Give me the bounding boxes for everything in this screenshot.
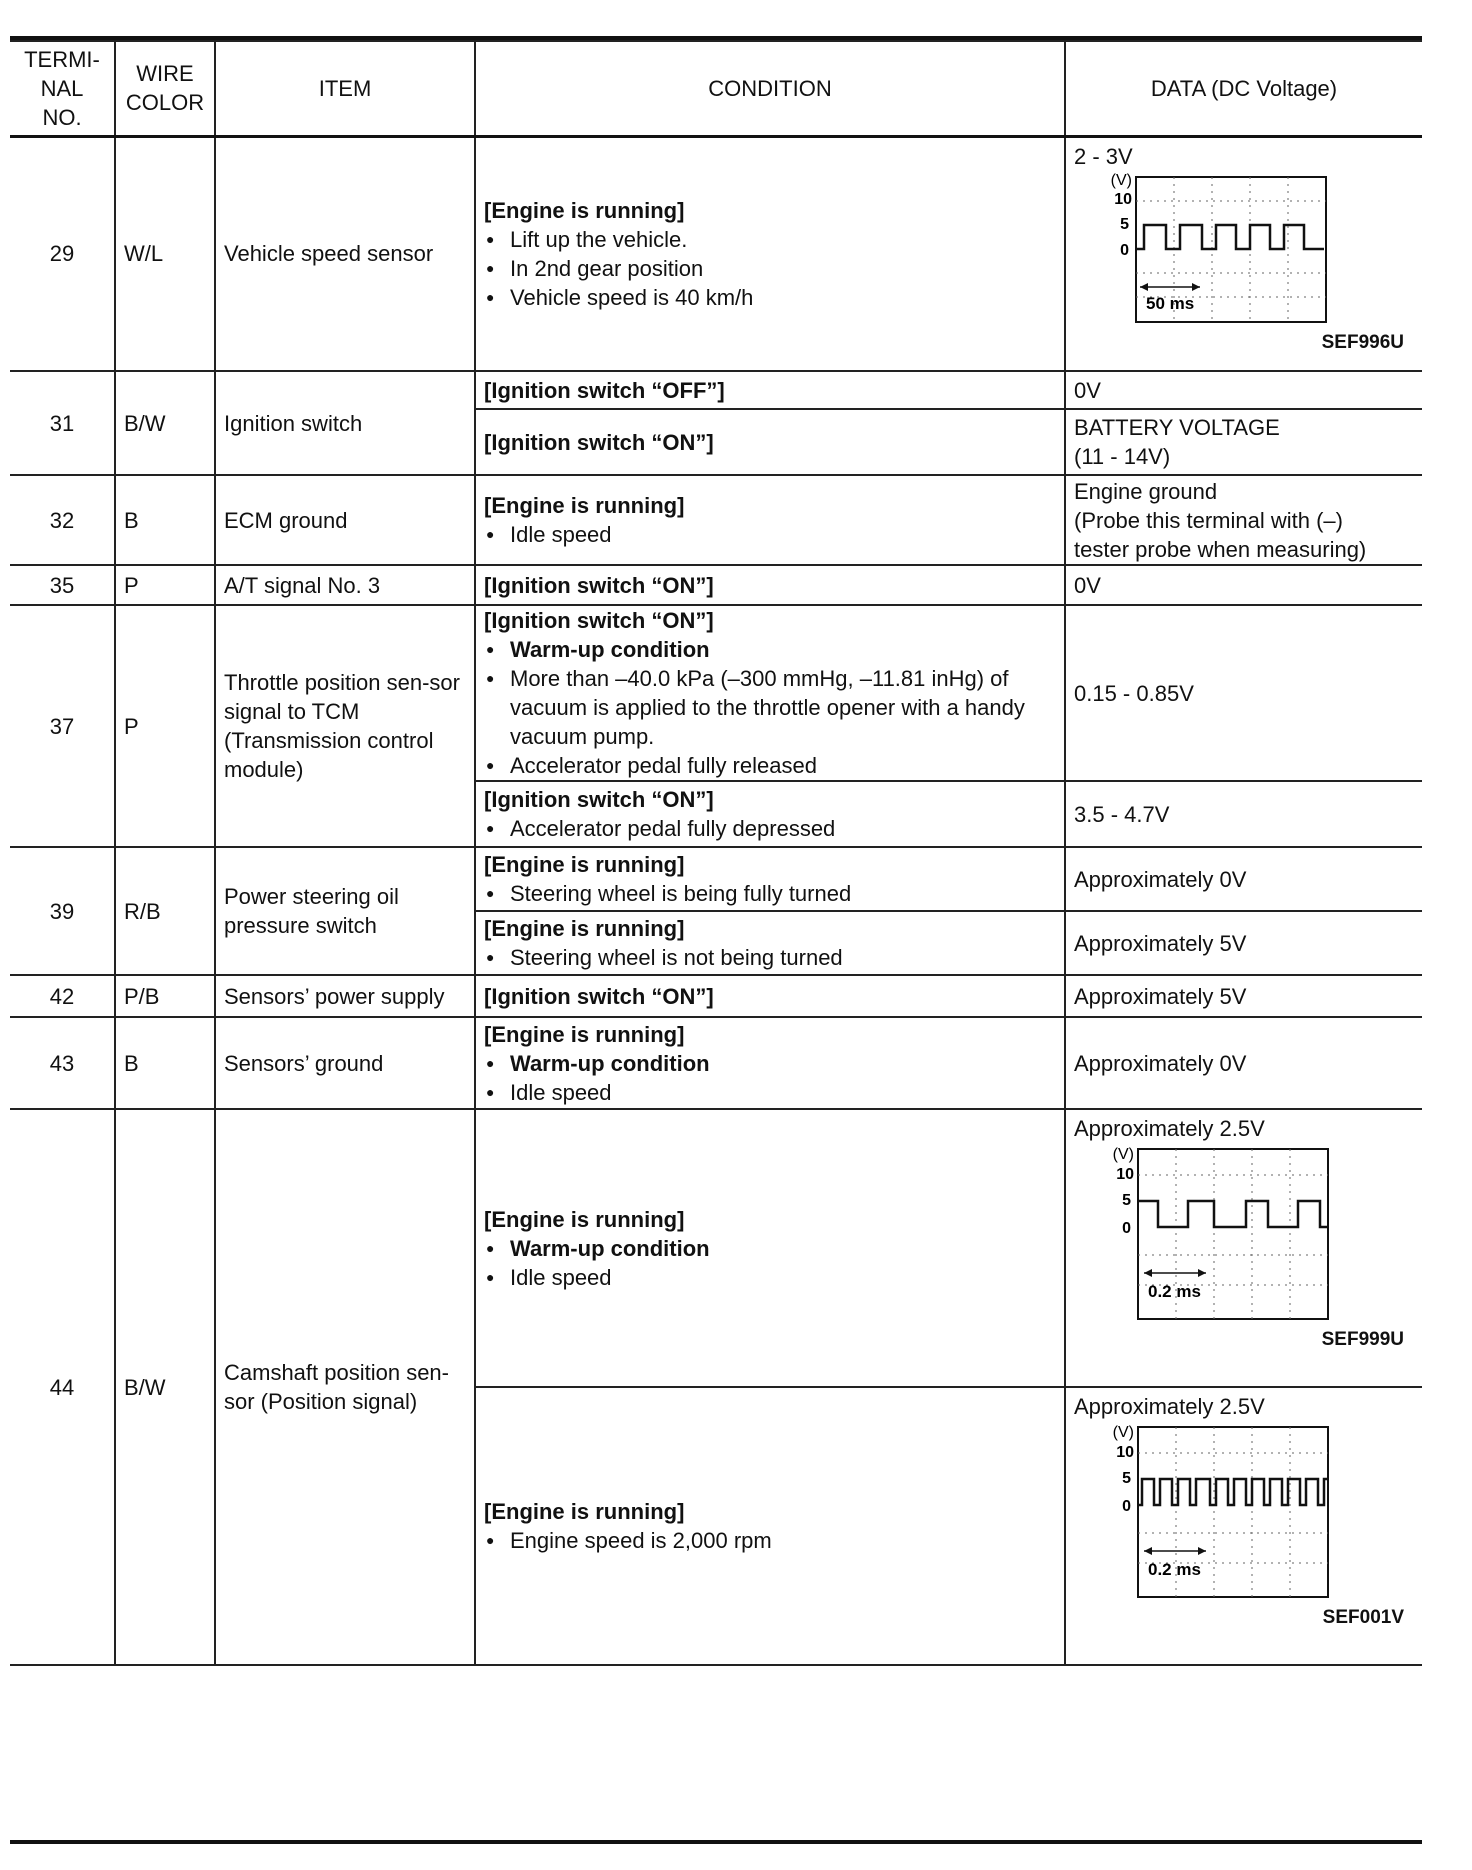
wire-color: P <box>115 605 215 847</box>
item: A/T signal No. 3 <box>215 565 475 605</box>
condition-bullet: ● Idle speed <box>484 1078 1056 1107</box>
square-wave <box>1136 225 1324 249</box>
condition-heading: [Engine is running] <box>484 197 685 223</box>
table-row <box>10 1017 1422 1109</box>
wire-color: R/B <box>115 847 215 975</box>
header-condition: CONDITION <box>475 41 1065 136</box>
table-row <box>10 975 1422 1017</box>
condition-bullet: ● Warm-up condition <box>484 1234 1056 1263</box>
condition-heading: [Engine is running] <box>484 852 685 877</box>
scope-y10: 10 <box>1116 1444 1134 1461</box>
scope-unit: (V) <box>1112 1146 1134 1163</box>
oscilloscope-waveform <box>1074 173 1354 328</box>
data-value: Approximately 0V <box>1065 847 1422 911</box>
condition-heading: [Engine is running] <box>484 493 685 518</box>
scope-y5: 5 <box>1122 1470 1131 1487</box>
terminal-number: 32 <box>10 475 115 565</box>
condition-heading: [Engine is running] <box>484 916 685 941</box>
scope-y10: 10 <box>1114 190 1132 208</box>
figure-code: SEF001V <box>1322 1607 1404 1628</box>
scope-y0: 0 <box>1122 1220 1131 1237</box>
table-row <box>10 371 1422 409</box>
figure-code: SEF996U <box>1321 331 1404 353</box>
item: Sensors’ ground <box>215 1017 475 1109</box>
scope-unit: (V) <box>1112 1424 1134 1441</box>
data-value: Approximately 5V <box>1065 911 1422 975</box>
scope-y10: 10 <box>1116 1166 1134 1183</box>
wire-color: P/B <box>115 975 215 1017</box>
wire-color: B/W <box>115 1109 215 1665</box>
scope-y0: 0 <box>1120 241 1129 259</box>
data-value: tester probe when measuring) <box>1074 536 1367 562</box>
wire-color: P <box>115 565 215 605</box>
condition <box>475 1387 1065 1665</box>
item: Power steering oil pressure switch <box>215 847 475 975</box>
scope-y5: 5 <box>1122 1192 1131 1209</box>
terminal-number: 37 <box>10 605 115 847</box>
terminal-number: 39 <box>10 847 115 975</box>
data-cell <box>1065 1387 1422 1665</box>
condition-heading: [Ignition switch “ON”] <box>484 608 714 633</box>
condition: [Ignition switch “OFF”] <box>475 371 1065 409</box>
header-row <box>10 41 1422 136</box>
data-value: Approximately 0V <box>1065 1017 1422 1109</box>
terminal-number: 31 <box>10 371 115 475</box>
condition <box>475 136 1065 371</box>
square-wave <box>1138 1479 1328 1505</box>
item: ECM ground <box>215 475 475 565</box>
scope-y0: 0 <box>1122 1498 1131 1515</box>
item: Throttle position sen-sor signal to TCM (Transmission control module) <box>215 605 475 847</box>
condition <box>475 781 1065 847</box>
condition <box>475 475 1065 565</box>
terminal-number: 44 <box>10 1109 115 1665</box>
condition: [Ignition switch “ON”] <box>475 565 1065 605</box>
condition-bullet: ● Accelerator pedal fully released <box>484 751 1056 780</box>
data-cell <box>1065 1109 1422 1387</box>
condition <box>475 847 1065 911</box>
data-value: Approximately 2.5V <box>1074 1394 1265 1419</box>
data-cell <box>1065 409 1422 475</box>
terminal-number: 35 <box>10 565 115 605</box>
terminal-number: 43 <box>10 1017 115 1109</box>
data-value: BATTERY VOLTAGE <box>1074 415 1280 440</box>
data-value: 0V <box>1065 371 1422 409</box>
condition <box>475 1017 1065 1109</box>
bottom-rule <box>10 1840 1422 1844</box>
data-value: Approximately 2.5V <box>1074 1116 1265 1141</box>
table-row <box>10 1109 1422 1387</box>
condition <box>475 911 1065 975</box>
header-wire-color: WIRE COLOR <box>115 41 215 136</box>
scope-y5: 5 <box>1120 215 1129 233</box>
data-value: (11 - 14V) <box>1074 444 1171 469</box>
data-cell <box>1065 136 1422 371</box>
oscilloscope-waveform <box>1074 1145 1354 1325</box>
condition-bullet: ● Idle speed <box>484 1263 1056 1292</box>
figure-code: SEF999U <box>1321 1329 1404 1350</box>
condition-heading: [Ignition switch “ON”] <box>484 787 714 812</box>
square-wave <box>1138 1201 1328 1227</box>
data-value: 0.15 - 0.85V <box>1065 605 1422 781</box>
condition-bullet: ● Accelerator pedal fully depressed <box>484 814 1056 843</box>
data-value: 3.5 - 4.7V <box>1065 781 1422 847</box>
condition <box>475 605 1065 781</box>
condition-bullet: ● Warm-up condition <box>484 635 1056 664</box>
data-value: (Probe this terminal with (–) <box>1074 507 1343 533</box>
ecm-terminal-table <box>10 40 1422 1666</box>
wire-color: B <box>115 475 215 565</box>
wire-color: W/L <box>115 136 215 371</box>
table-row <box>10 605 1422 781</box>
item: Camshaft position sen-sor (Position signal) <box>215 1109 475 1665</box>
wire-color: B <box>115 1017 215 1109</box>
data-cell <box>1065 475 1422 565</box>
data-value: Engine ground <box>1074 478 1218 504</box>
condition-bullet: ● Engine speed is 2,000 rpm <box>484 1526 1056 1555</box>
table-row <box>10 565 1422 605</box>
table-row <box>10 475 1422 565</box>
header-terminal: TERMI-NAL NO. <box>10 41 115 136</box>
oscilloscope-waveform <box>1074 1423 1354 1603</box>
wire-color: B/W <box>115 371 215 475</box>
condition-bullet: ● Lift up the vehicle. <box>484 225 1056 254</box>
condition-heading: [Engine is running] <box>484 1021 685 1047</box>
item: Sensors’ power supply <box>215 975 475 1017</box>
condition-bullet: ● More than –40.0 kPa (–300 mmHg, –11.81 inHg) of vacuum is applied to the throttle opener with a handy vacuum pump. <box>484 664 1056 751</box>
terminal-number: 42 <box>10 975 115 1017</box>
condition-bullet: ● Warm-up condition <box>484 1049 1056 1078</box>
condition-bullet: ● Vehicle speed is 40 km/h <box>484 283 1056 312</box>
condition: [Ignition switch “ON”] <box>475 975 1065 1017</box>
table-row <box>10 136 1422 371</box>
data-value: 0V <box>1065 565 1422 605</box>
condition-heading: [Engine is running] <box>484 1499 685 1524</box>
condition: [Ignition switch “ON”] <box>475 409 1065 475</box>
table-row <box>10 847 1422 911</box>
condition <box>475 1109 1065 1387</box>
condition-bullet: ● In 2nd gear position <box>484 254 1056 283</box>
item: Vehicle speed sensor <box>215 136 475 371</box>
condition-bullet: ● Steering wheel is not being turned <box>484 943 1056 972</box>
condition-bullet: ● Idle speed <box>484 520 1056 549</box>
scope-time: 50 ms <box>1146 293 1195 313</box>
item: Ignition switch <box>215 371 475 475</box>
condition-bullet: ● Steering wheel is being fully turned <box>484 879 1056 908</box>
condition-heading: [Engine is running] <box>484 1206 685 1232</box>
header-item: ITEM <box>215 41 475 136</box>
data-value: 2 - 3V <box>1074 143 1133 169</box>
scope-time: 0.2 ms <box>1148 1282 1201 1301</box>
terminal-number: 29 <box>10 136 115 371</box>
header-data: DATA (DC Voltage) <box>1065 41 1422 136</box>
data-value: Approximately 5V <box>1065 975 1422 1017</box>
scope-time: 0.2 ms <box>1148 1560 1201 1579</box>
scope-unit: (V) <box>1110 172 1132 189</box>
